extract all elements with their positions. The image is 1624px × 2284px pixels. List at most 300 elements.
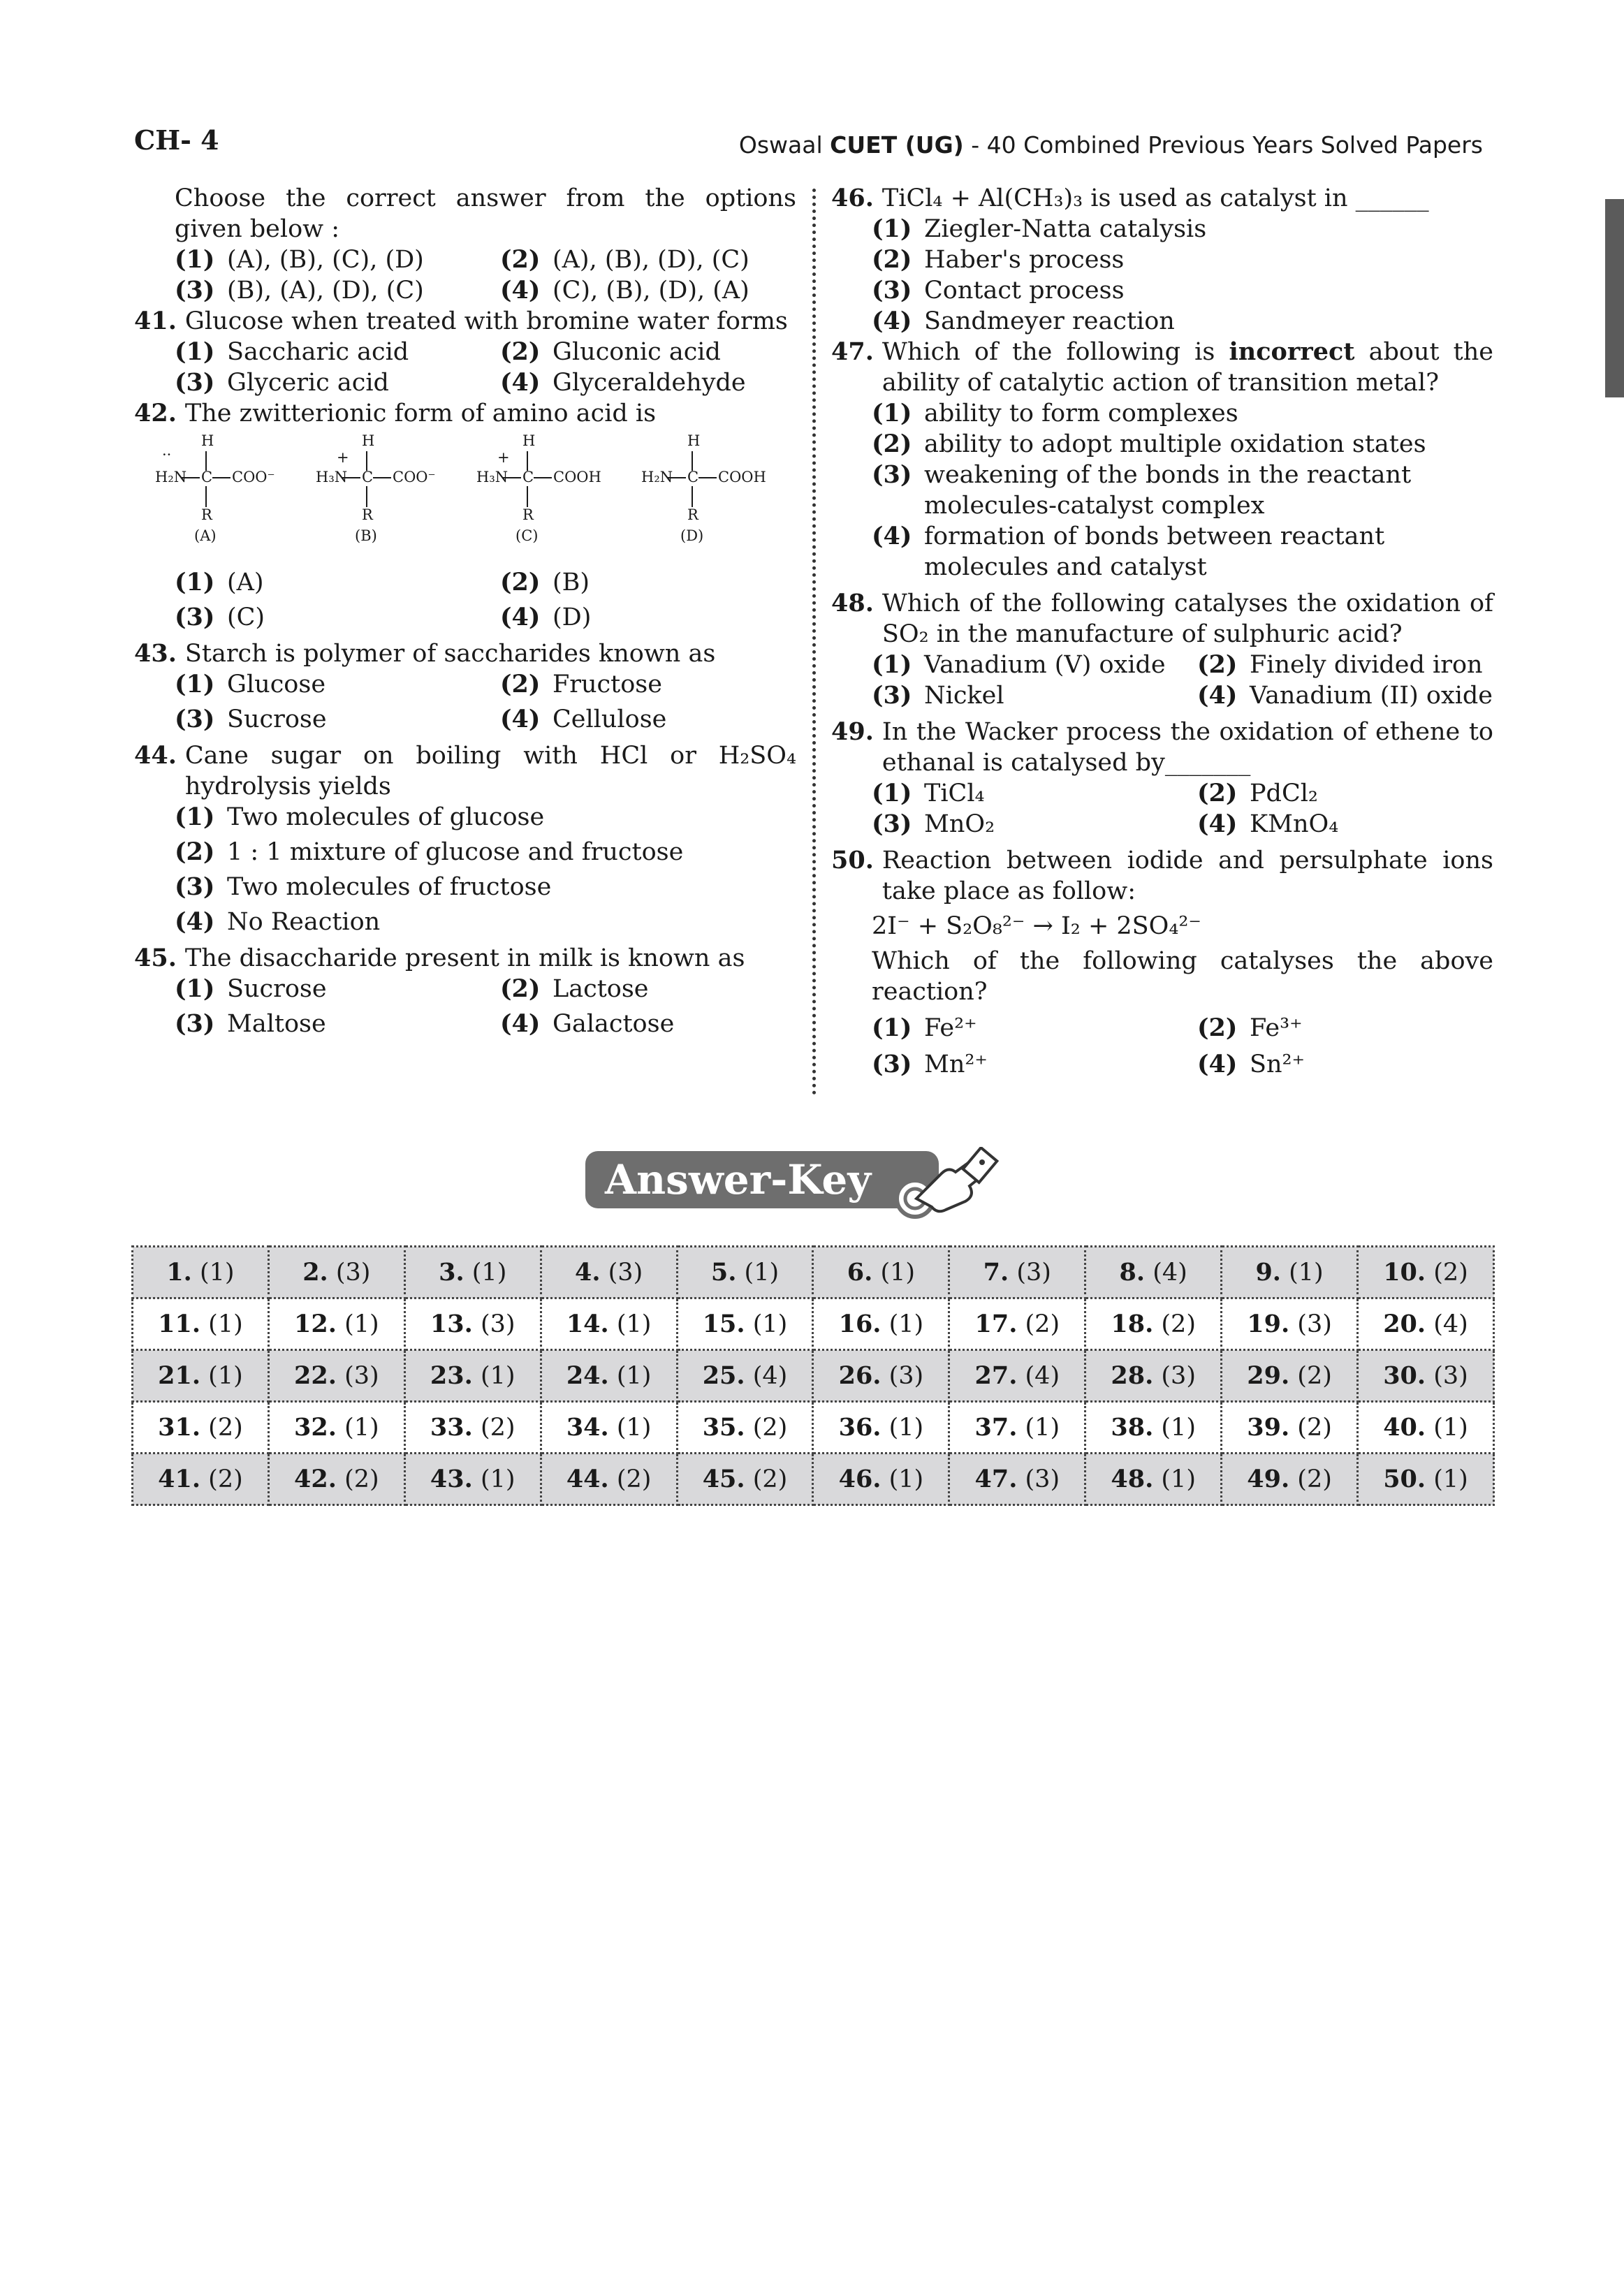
option-number: (1) bbox=[175, 337, 215, 366]
answer-option: (1) bbox=[1017, 1414, 1060, 1442]
answer-question-number: 13. bbox=[430, 1310, 473, 1338]
option-number: (3) bbox=[872, 1050, 912, 1078]
question-text: The zwitterionic form of amino acid is bbox=[184, 400, 657, 427]
answer-cell bbox=[133, 1247, 269, 1298]
option-text: (A), (B), (D), (C) bbox=[553, 246, 749, 274]
answer-question-number: 43. bbox=[430, 1465, 473, 1493]
option-text: No Reaction bbox=[227, 908, 381, 936]
answer-cell bbox=[949, 1350, 1085, 1402]
answer-question-number: 29. bbox=[1247, 1361, 1290, 1390]
answer-cell bbox=[1085, 1298, 1222, 1350]
answer-key-table bbox=[131, 1245, 1495, 1506]
question-49-options bbox=[831, 778, 1493, 840]
answer-cell bbox=[1222, 1298, 1358, 1350]
option bbox=[1197, 1013, 1493, 1044]
answer-row bbox=[133, 1247, 1494, 1298]
answer-option: (3) bbox=[881, 1362, 924, 1390]
question-number: 45. bbox=[134, 944, 177, 972]
option-number: (2) bbox=[500, 337, 541, 366]
question-text-pre: Which of the following is bbox=[882, 338, 1229, 366]
question-42 bbox=[134, 398, 796, 429]
amino-acid-structures bbox=[134, 430, 784, 563]
option-text: Vanadium (V) oxide bbox=[924, 651, 1166, 679]
answer-cell bbox=[1222, 1350, 1358, 1402]
answer-question-number: 36. bbox=[838, 1413, 882, 1442]
answer-option: (1) bbox=[1153, 1465, 1196, 1493]
question-text: Starch is polymer of saccharides known as bbox=[184, 640, 716, 668]
question-43 bbox=[134, 638, 796, 669]
struct-c: C bbox=[201, 469, 213, 485]
answer-cell bbox=[813, 1298, 949, 1350]
intro-options bbox=[134, 244, 796, 306]
option bbox=[175, 567, 500, 598]
answer-row bbox=[133, 1298, 1494, 1350]
pointing-hand-icon bbox=[873, 1147, 999, 1224]
answer-option: (2) bbox=[200, 1414, 243, 1442]
option-text: (A) bbox=[227, 569, 264, 596]
option-text: Sucrose bbox=[227, 975, 327, 1003]
answer-option: (1) bbox=[464, 1259, 507, 1287]
option bbox=[872, 680, 1197, 711]
answer-question-number: 25. bbox=[702, 1361, 745, 1390]
option bbox=[175, 275, 500, 306]
answer-question-number: 26. bbox=[838, 1361, 882, 1390]
answer-question-number: 5. bbox=[710, 1258, 737, 1287]
answer-option: (2) bbox=[1017, 1310, 1060, 1338]
option-number: (1) bbox=[175, 803, 215, 831]
answer-cell bbox=[949, 1454, 1085, 1505]
option-text: Cellulose bbox=[553, 705, 667, 733]
option-text: Fe²⁺ bbox=[924, 1014, 977, 1042]
option-number: (3) bbox=[872, 460, 912, 489]
answer-row bbox=[133, 1350, 1494, 1402]
answer-cell bbox=[1358, 1350, 1494, 1402]
answer-option: (1) bbox=[336, 1310, 379, 1338]
answer-cell bbox=[268, 1454, 404, 1505]
answer-question-number: 27. bbox=[974, 1361, 1018, 1390]
answer-question-number: 23. bbox=[430, 1361, 473, 1390]
question-41-options bbox=[134, 337, 796, 398]
option bbox=[175, 872, 796, 902]
option-number: (4) bbox=[872, 522, 912, 550]
option bbox=[175, 367, 500, 398]
question-text-post: about the ability of catalytic action of transition metal? bbox=[882, 338, 1493, 397]
answer-option: (3) bbox=[600, 1259, 643, 1287]
left-column bbox=[134, 183, 796, 1039]
answer-key-title: Answer-Key bbox=[585, 1151, 939, 1208]
answer-question-number: 44. bbox=[566, 1465, 609, 1493]
struct-h: H bbox=[687, 432, 701, 449]
option-text: KMnO₄ bbox=[1250, 810, 1339, 838]
option-text: Glucose bbox=[227, 671, 326, 698]
answer-option: (1) bbox=[1280, 1259, 1324, 1287]
struct-r: R bbox=[201, 506, 212, 523]
option bbox=[872, 650, 1197, 680]
answer-cell bbox=[268, 1298, 404, 1350]
answer-cell bbox=[541, 1350, 677, 1402]
answer-option: (1) bbox=[472, 1362, 515, 1390]
question-48-options bbox=[831, 650, 1493, 711]
answer-question-number: 33. bbox=[430, 1413, 473, 1442]
option-number: (1) bbox=[175, 245, 215, 274]
answer-question-number: 40. bbox=[1383, 1413, 1426, 1442]
answer-option: (1) bbox=[1153, 1414, 1196, 1442]
option bbox=[175, 244, 500, 275]
option-text: Fe³⁺ bbox=[1250, 1014, 1303, 1042]
option bbox=[500, 275, 796, 306]
option bbox=[872, 275, 1493, 306]
lone-pair: ·· bbox=[162, 446, 172, 463]
option-number: (3) bbox=[175, 603, 215, 631]
answer-option: (1) bbox=[1426, 1465, 1468, 1493]
answer-question-number: 49. bbox=[1247, 1465, 1290, 1493]
option bbox=[872, 306, 1493, 337]
answer-question-number: 6. bbox=[847, 1258, 873, 1287]
answer-question-number: 3. bbox=[439, 1258, 464, 1287]
answer-option: (1) bbox=[881, 1465, 924, 1493]
option-number: (2) bbox=[872, 245, 912, 274]
running-head-bold: CUET (UG) bbox=[830, 131, 964, 159]
option-text: ability to form complexes bbox=[924, 400, 1238, 427]
struct-plus: + bbox=[337, 449, 349, 466]
option bbox=[500, 367, 796, 398]
option-text: (C), (B), (D), (A) bbox=[553, 277, 749, 305]
answer-cell bbox=[949, 1402, 1085, 1454]
answer-cell bbox=[1358, 1298, 1494, 1350]
answer-cell bbox=[1358, 1402, 1494, 1454]
answer-option: (2) bbox=[1289, 1414, 1332, 1442]
struct-h3n: H₃N bbox=[476, 469, 509, 485]
option bbox=[1197, 680, 1493, 711]
right-column bbox=[831, 183, 1493, 1080]
answer-cell bbox=[404, 1350, 541, 1402]
answer-question-number: 24. bbox=[566, 1361, 609, 1390]
answer-question-number: 16. bbox=[838, 1310, 882, 1338]
answer-option: (3) bbox=[472, 1310, 515, 1338]
struct-label: (D) bbox=[680, 527, 704, 544]
option-number: (2) bbox=[500, 670, 541, 698]
option bbox=[872, 778, 1197, 809]
answer-option: (2) bbox=[1289, 1362, 1332, 1390]
option-text: PdCl₂ bbox=[1250, 779, 1318, 807]
answer-cell bbox=[813, 1350, 949, 1402]
answer-cell bbox=[404, 1298, 541, 1350]
question-47 bbox=[831, 337, 1493, 398]
option-number: (4) bbox=[500, 705, 541, 733]
option bbox=[500, 337, 796, 367]
answer-option: (1) bbox=[200, 1362, 243, 1390]
question-44 bbox=[134, 740, 796, 802]
struct-h: H bbox=[362, 432, 375, 449]
answer-option: (1) bbox=[872, 1259, 916, 1287]
option-text: (A), (B), (C), (D) bbox=[227, 246, 424, 274]
question-text-emphasis: incorrect bbox=[1229, 337, 1355, 366]
option-number: (1) bbox=[175, 974, 215, 1003]
struct-r: R bbox=[522, 506, 534, 523]
option bbox=[175, 704, 500, 735]
answer-cell bbox=[133, 1454, 269, 1505]
answer-option: (2) bbox=[1289, 1465, 1332, 1493]
question-43-options bbox=[134, 669, 796, 735]
option-number: (2) bbox=[1197, 650, 1238, 679]
answer-cell bbox=[1085, 1402, 1222, 1454]
answer-question-number: 41. bbox=[158, 1465, 201, 1493]
option-text: Fructose bbox=[553, 671, 662, 698]
option bbox=[872, 521, 1493, 583]
struct-cooh: COOH bbox=[718, 469, 766, 485]
option-text: Galactose bbox=[553, 1010, 675, 1038]
option-text: ability to adopt multiple oxidation states bbox=[924, 430, 1426, 458]
option bbox=[1197, 1049, 1493, 1080]
option-number: (4) bbox=[1197, 810, 1238, 838]
struct-h3n: H₃N bbox=[316, 469, 348, 485]
answer-question-number: 1. bbox=[166, 1258, 192, 1287]
answer-question-number: 22. bbox=[294, 1361, 337, 1390]
answer-option: (1) bbox=[1426, 1414, 1468, 1442]
option bbox=[500, 602, 796, 633]
answer-row bbox=[133, 1402, 1494, 1454]
answer-option: (1) bbox=[336, 1414, 379, 1442]
reaction-equation: 2I⁻ + S₂O₈²⁻ → I₂ + 2SO₄²⁻ bbox=[872, 912, 1201, 940]
question-text-2: Which of the following catalyses the above reaction? bbox=[872, 947, 1493, 1006]
option bbox=[1197, 778, 1493, 809]
answer-question-number: 38. bbox=[1111, 1413, 1154, 1442]
answer-cell bbox=[677, 1454, 813, 1505]
structure-d bbox=[641, 432, 766, 544]
answer-option: (3) bbox=[1426, 1362, 1468, 1390]
answer-option: (1) bbox=[200, 1310, 243, 1338]
answer-option: (2) bbox=[336, 1465, 379, 1493]
answer-cell bbox=[813, 1402, 949, 1454]
struct-h: H bbox=[201, 432, 214, 449]
option bbox=[500, 244, 796, 275]
option-number: (2) bbox=[1197, 1013, 1238, 1042]
answer-question-number: 35. bbox=[702, 1413, 745, 1442]
option-text: Glyceraldehyde bbox=[553, 369, 746, 397]
option-text: 1 : 1 mixture of glucose and fructose bbox=[227, 838, 684, 866]
question-44-options bbox=[134, 802, 796, 937]
answer-cell bbox=[1085, 1247, 1222, 1298]
running-head-pre: Oswaal bbox=[738, 131, 831, 159]
answer-question-number: 39. bbox=[1247, 1413, 1290, 1442]
question-text: Which of the following catalyses the oxidation of SO₂ in the manufacture of sulphuric acid? bbox=[882, 590, 1493, 648]
answer-question-number: 48. bbox=[1111, 1465, 1154, 1493]
struct-h2n: H₂N bbox=[641, 469, 673, 485]
answer-question-number: 31. bbox=[158, 1413, 201, 1442]
question-47-options bbox=[831, 398, 1493, 583]
option-number: (1) bbox=[872, 214, 912, 243]
answer-option: (2) bbox=[472, 1414, 515, 1442]
answer-cell bbox=[404, 1402, 541, 1454]
option-text: Sandmeyer reaction bbox=[924, 307, 1175, 335]
option-number: (3) bbox=[175, 705, 215, 733]
question-number: 42. bbox=[134, 399, 177, 427]
question-number: 47. bbox=[831, 337, 874, 366]
option-text: Nickel bbox=[924, 682, 1004, 710]
option-number: (2) bbox=[1197, 779, 1238, 807]
answer-cell bbox=[268, 1402, 404, 1454]
structure-c bbox=[476, 432, 601, 544]
answer-option: (3) bbox=[1153, 1362, 1196, 1390]
struct-coo: COO⁻ bbox=[393, 469, 436, 485]
answer-cell bbox=[268, 1247, 404, 1298]
option bbox=[175, 802, 796, 833]
answer-cell bbox=[1358, 1247, 1494, 1298]
running-head bbox=[739, 131, 1483, 159]
question-42-options bbox=[134, 567, 796, 633]
question-text: TiCl₄ + Al(CH₃)₃ is used as catalyst in ______ bbox=[882, 184, 1429, 212]
answer-option: (2) bbox=[1426, 1259, 1468, 1287]
option-text: MnO₂ bbox=[924, 810, 995, 838]
question-number: 43. bbox=[134, 639, 177, 668]
answer-question-number: 7. bbox=[983, 1258, 1009, 1287]
option bbox=[872, 460, 1493, 521]
option-number: (3) bbox=[872, 681, 912, 710]
side-tab-marker bbox=[1605, 199, 1624, 397]
option-number: (3) bbox=[175, 872, 215, 901]
answer-cell bbox=[677, 1350, 813, 1402]
answer-option: (3) bbox=[328, 1259, 371, 1287]
intro-text: Choose the correct answer from the options given below : bbox=[175, 184, 796, 243]
answer-cell bbox=[133, 1350, 269, 1402]
answer-question-number: 9. bbox=[1255, 1258, 1281, 1287]
struct-coo: COO⁻ bbox=[232, 469, 275, 485]
question-text: Cane sugar on boiling with HCl or H₂SO₄ hydrolysis yields bbox=[184, 742, 796, 800]
option-text: (D) bbox=[553, 603, 592, 631]
answer-option: (2) bbox=[200, 1465, 243, 1493]
question-48 bbox=[831, 588, 1493, 650]
option bbox=[872, 1049, 1197, 1080]
answer-option: (1) bbox=[736, 1259, 780, 1287]
structure-b bbox=[316, 432, 436, 544]
struct-label: (C) bbox=[515, 527, 539, 544]
answer-cell bbox=[677, 1247, 813, 1298]
question-number: 44. bbox=[134, 741, 177, 770]
answer-option: (2) bbox=[1153, 1310, 1196, 1338]
running-head-post: - 40 Combined Previous Years Solved Papers bbox=[963, 131, 1483, 159]
option-number: (4) bbox=[1197, 681, 1238, 710]
column-divider bbox=[812, 189, 816, 1095]
option-text: Ziegler-Natta catalysis bbox=[924, 215, 1207, 243]
answer-option: (1) bbox=[608, 1414, 652, 1442]
option-number: (2) bbox=[500, 245, 541, 274]
answer-cell bbox=[1085, 1350, 1222, 1402]
answer-cell bbox=[1222, 1454, 1358, 1505]
option-text: Sucrose bbox=[227, 705, 327, 733]
option bbox=[872, 429, 1493, 460]
option bbox=[175, 907, 796, 937]
option bbox=[500, 704, 796, 735]
option bbox=[175, 602, 500, 633]
option-text: weakening of the bonds in the reactant molecules-catalyst complex bbox=[924, 461, 1412, 520]
answer-option: (4) bbox=[1145, 1259, 1187, 1287]
struct-plus: + bbox=[497, 449, 510, 466]
answer-cell bbox=[404, 1454, 541, 1505]
option bbox=[1197, 650, 1493, 680]
option-number: (4) bbox=[500, 1009, 541, 1038]
question-text: Glucose when treated with bromine water forms bbox=[184, 307, 788, 335]
option-text: Maltose bbox=[227, 1010, 326, 1038]
answer-cell bbox=[949, 1247, 1085, 1298]
answer-question-number: 19. bbox=[1247, 1310, 1290, 1338]
option-text: Two molecules of fructose bbox=[227, 873, 552, 901]
answer-option: (1) bbox=[881, 1414, 924, 1442]
question-41 bbox=[134, 306, 796, 337]
answer-option: (2) bbox=[745, 1414, 788, 1442]
answer-key-badge bbox=[585, 1147, 942, 1210]
struct-cooh: COOH bbox=[553, 469, 601, 485]
struct-label: (B) bbox=[355, 527, 377, 544]
answer-option: (1) bbox=[745, 1310, 788, 1338]
option bbox=[872, 214, 1493, 244]
option-text: Haber's process bbox=[924, 246, 1125, 274]
option-number: (1) bbox=[175, 568, 215, 596]
answer-cell bbox=[813, 1247, 949, 1298]
struct-c: C bbox=[362, 469, 374, 485]
answer-question-number: 12. bbox=[294, 1310, 337, 1338]
answer-cell bbox=[541, 1402, 677, 1454]
option-text: Vanadium (II) oxide bbox=[1250, 682, 1493, 710]
question-45-options bbox=[134, 974, 796, 1039]
question-number: 49. bbox=[831, 717, 874, 746]
question-45 bbox=[134, 943, 796, 974]
struct-h: H bbox=[522, 432, 536, 449]
struct-label: (A) bbox=[194, 527, 217, 544]
option bbox=[175, 337, 500, 367]
struct-r: R bbox=[362, 506, 373, 523]
answer-cell bbox=[268, 1350, 404, 1402]
answer-cell bbox=[1222, 1402, 1358, 1454]
option-number: (1) bbox=[872, 1013, 912, 1042]
question-50-options bbox=[831, 1013, 1493, 1080]
option-number: (4) bbox=[175, 907, 215, 936]
struct-h2n: H₂N bbox=[155, 469, 187, 485]
option bbox=[175, 1009, 500, 1039]
option-text: formation of bonds between reactant molecules and catalyst bbox=[924, 522, 1385, 581]
answer-option: (2) bbox=[745, 1465, 788, 1493]
question-number: 50. bbox=[831, 846, 874, 874]
option bbox=[872, 809, 1197, 840]
chapter-label: CH- 4 bbox=[134, 124, 219, 156]
struct-r: R bbox=[687, 506, 698, 523]
option-number: (4) bbox=[1197, 1050, 1238, 1078]
option-text: TiCl₄ bbox=[924, 779, 985, 807]
answer-option: (1) bbox=[191, 1259, 235, 1287]
answer-question-number: 18. bbox=[1111, 1310, 1154, 1338]
answer-question-number: 8. bbox=[1119, 1258, 1146, 1287]
answer-question-number: 11. bbox=[158, 1310, 201, 1338]
struct-c: C bbox=[522, 469, 534, 485]
option-text: Contact process bbox=[924, 277, 1125, 305]
option bbox=[500, 1009, 796, 1039]
question-number: 48. bbox=[831, 589, 874, 617]
question-text: In the Wacker process the oxidation of ethene to ethanal is catalysed by_______ bbox=[882, 718, 1493, 777]
answer-question-number: 32. bbox=[294, 1413, 337, 1442]
option-number: (2) bbox=[175, 837, 215, 866]
answer-question-number: 4. bbox=[574, 1258, 601, 1287]
answer-option: (1) bbox=[881, 1310, 924, 1338]
struct-c: C bbox=[687, 469, 699, 485]
option bbox=[872, 244, 1493, 275]
answer-question-number: 28. bbox=[1111, 1361, 1154, 1390]
question-number: 46. bbox=[831, 184, 874, 212]
answer-option: (1) bbox=[608, 1362, 652, 1390]
option-text: (C) bbox=[227, 603, 265, 631]
answer-option: (3) bbox=[1009, 1259, 1051, 1287]
question-text: The disaccharide present in milk is known as bbox=[184, 944, 745, 972]
answer-cell bbox=[404, 1247, 541, 1298]
option-number: (1) bbox=[872, 399, 912, 427]
